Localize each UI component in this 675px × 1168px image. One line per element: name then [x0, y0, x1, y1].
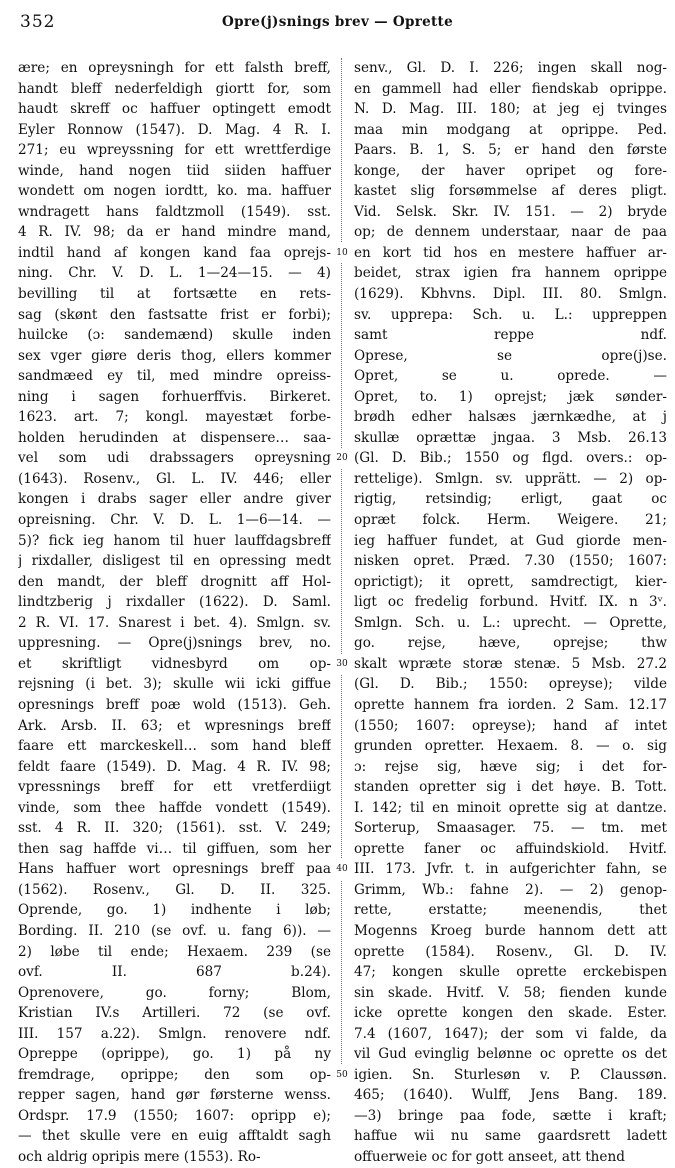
text-line: Grimm, Wb.: fahne 2). — 2) genop- [354, 881, 667, 898]
text-line: icke oprette kongen den skade. Ester. [354, 1005, 667, 1022]
text-line: Ark. Arsb. II. 63; et wpresnings breff [18, 717, 331, 734]
text-line: beidet, strax igien fra hannem oprippe [354, 265, 667, 282]
text-line: go. rejse, hæve, oprejse; thw [354, 635, 667, 652]
text-line: Oprenovere, go. forny; Blom, [18, 984, 331, 1001]
text-line: (Gl. D. Bib.; 1550: opreyse); vilde [354, 676, 667, 693]
text-line: sv. upprepa: Sch. u. L.: uppreppen [354, 306, 667, 323]
text-line: och aldrig opripis mere (1553). Ro- [18, 1148, 261, 1165]
text-line: (1643). Rosenv., Gl. L. IV. 446; eller [18, 470, 331, 487]
text-line: 5)? fick ieg hanom til huer lauffdagsbreff [18, 532, 331, 549]
text-line: Sorterup, Smaasager. 75. — tm. met [354, 820, 667, 837]
text-line: (1550; 1607: opreyse); hand af intet [354, 717, 667, 734]
text-line: ovf. II. 687 b.24). [18, 964, 331, 981]
text-line: indtil hand af kongen kand faa oprejs- [18, 244, 331, 261]
text-line: opreisning. Chr. V. D. L. 1—6—14. — [18, 512, 331, 529]
text-line: Oprende, go. 1) indhente i løb; [18, 902, 331, 919]
text-line: Smlgn. Sch. u. L.: uprecht. — Oprette, [354, 614, 667, 631]
text-line: ɔ: rejse sig, hæve sig; i det for- [354, 758, 667, 775]
text-line: sandmæed ey til, med mindre opreiss- [18, 368, 331, 385]
text-line: then sag haffde vi… til giffuen, som her [18, 840, 331, 857]
text-line: bevilling til at fortsætte en rets- [18, 286, 331, 303]
line-number-marker: 30 [334, 654, 350, 675]
line-number-marker: 10 [334, 243, 350, 264]
text-line: holden herudinden at dispensere… saa- [18, 429, 331, 446]
text-line: haudt skreff oc haffuer optingett emodt [18, 101, 331, 118]
text-line: I. 142; til en minoit oprette sig at dantze. [354, 799, 667, 816]
text-line: standen opretter sig i det høye. B. Tott. [354, 779, 667, 796]
text-line: oprictigt); it oprett, samdrectigt, kier- [354, 573, 667, 590]
text-line: en gammell had eller fiendskab oprippe. [354, 80, 667, 97]
text-line: Mogenns Kroeg burde hannom dett att [354, 922, 667, 939]
text-line: Eyler Ronnow (1547). D. Mag. 4 R. I. [18, 121, 331, 138]
text-line: (1562). Rosenv., Gl. D. II. 325. [18, 881, 331, 898]
text-line: — thet skulle vere en euig afftaldt sagh [18, 1128, 331, 1145]
text-line: maa min modgang at oprippe. Ped. [354, 121, 667, 138]
text-line: oprette (1584). Rosenv., Gl. D. IV. [354, 943, 667, 960]
text-line: 2) løbe til ende; Hexaem. 239 (se [18, 943, 331, 960]
text-line: wondett om nogen iordtt, ko. ma. haffuer [18, 183, 331, 200]
text-line: opresnings breff poæ wold (1513). Geh. [18, 696, 331, 713]
text-line: j rixdaller, disligest til en opressing medt [18, 553, 331, 570]
text-line: uppresning. — Opre(j)snings brev, no. [18, 635, 331, 652]
text-line: oprette hannem fra iorden. 2 Sam. 12.17 [354, 696, 667, 713]
text-line: vinde, som thee haffde vondett (1549). [18, 799, 331, 816]
text-line: 465; (1640). Wulff, Jens Bang. 189. [354, 1087, 667, 1104]
text-line: rettelige). Smlgn. sv. upprätt. — 2) op- [354, 470, 667, 487]
text-line: Opret, se u. oprede. — [354, 368, 667, 385]
text-line: grunden opretter. Hexaem. 8. — o. sig [354, 738, 667, 755]
text-line: konge, der haver opripet og fore- [354, 162, 667, 179]
page-header [0, 0, 675, 44]
text-line: 1623. art. 7; kongl. mayestæt forbe- [18, 409, 331, 426]
text-line: skullæ oprættæ jngaa. 3 Msb. 26.13 [354, 429, 667, 446]
text-line: feldt faare (1549). D. Mag. 4 R. IV. 98; [18, 758, 331, 775]
text-line: faare ett marckeskell… som hand bleff [18, 738, 331, 755]
text-line: ning i sagen forhuerffvis. Birkeret. [18, 388, 331, 405]
text-line: rejsning (i bet. 3); skulle wii icki giffue [18, 676, 331, 693]
text-line: den mandt, der bleff drognitt aff Hol- [18, 573, 331, 590]
text-line: wndragett hans faldtzmoll (1549). sst. [18, 203, 331, 220]
text-line: ning. Chr. V. D. L. 1—24—15. — 4) [18, 265, 331, 282]
running-head: Opre(j)snings brev — Oprette [222, 14, 453, 30]
text-line: vpressnings breff for ett vretferdiigt [18, 779, 331, 796]
text-line: ligt oc fredelig forbund. Hvitf. IX. n 3ᵛ. [354, 594, 667, 611]
text-line: handt bleff nederfeldigh giortt for, som [18, 80, 331, 97]
text-line: sex vger giøre deris thog, ellers kommer [18, 347, 331, 364]
text-line: 271; eu wpreyssning for ett wrettferdige [18, 142, 331, 159]
text-line: vel som udi drabssagers opreysning [18, 450, 331, 467]
text-line: brødh edher halsæs jærnkædhe, at j [354, 409, 667, 426]
text-line: (1629). Kbhvns. Dipl. III. 80. Smlgn. [354, 286, 667, 303]
text-line: Opreppe (oprippe), go. 1) på ny [18, 1046, 331, 1063]
text-line: ære; en opreysningh for ett falsth breff, [18, 60, 331, 76]
text-line: rette, erstatte; meenendis, thet [354, 902, 667, 919]
text-line: nisken opret. Præd. 7.30 (1550; 1607: [354, 553, 667, 570]
text-line: fremdrage, oprippe; den som op- [18, 1066, 331, 1083]
text-line: Oprese, se opre(j)se. [354, 347, 667, 364]
text-line: (Gl. D. Bib.; 1550 og flgd. overs.: op- [354, 450, 667, 467]
page-number: 352 [20, 12, 56, 32]
line-number-marker: 40 [334, 859, 350, 880]
text-line: sst. 4 R. II. 320; (1561). sst. V. 249; [18, 820, 331, 837]
text-line: rigtig, retsindig; erligt, gaat oc [354, 491, 667, 508]
text-line: III. 173. Jvfr. t. in aufgerichter fahn, se [354, 861, 667, 878]
text-line: lindtzberig j rixdaller (1622). D. Saml. [18, 594, 331, 611]
text-line: igien. Sn. Sturlesøn v. P. Claussøn. [354, 1066, 667, 1083]
text-line: repper sagen, hand gør førsterne wenss. [18, 1087, 331, 1104]
text-line: sin skade. Hvitf. V. 58; fienden kunde [354, 984, 667, 1001]
text-line: —3) bringe paa fode, sætte i kraft; [354, 1107, 667, 1124]
line-number-marker: 50 [334, 1065, 350, 1086]
text-line: op; de dennem understaar, naar de paa [354, 224, 667, 241]
text-line: haffue wii nu same gaardsrett ladett [354, 1128, 667, 1145]
text-line: Paars. B. 1, S. 5; er hand den første [354, 142, 667, 159]
text-line: 7.4 (1607, 1647); der som vi falde, da [354, 1025, 667, 1042]
text-line: Ordspr. 17.9 (1550; 1607: opripp e); [18, 1107, 331, 1124]
text-line: 47; kongen skulle oprette erckebispen [354, 964, 667, 981]
text-line: en kort tid hos en mestere haffuer ar- [354, 244, 667, 261]
text-line: samt reppe ndf. [354, 327, 667, 344]
text-line: skalt wpræte storæ stenæ. 5 Msb. 27.2 [354, 655, 667, 672]
text-line: huilcke (ɔ: sandemænd) skulle inden [18, 327, 331, 344]
line-number-markers [334, 58, 350, 1078]
text-line: kastet slig forsømmelse af deres pligt. [354, 183, 667, 200]
text-line: Bording. II. 210 (se ovf. u. fang 6)). — [18, 922, 331, 939]
text-line: opræt folck. Herm. Weigere. 21; [354, 512, 667, 529]
text-line: offuerweie oc for gott anseet, att thend [354, 1148, 625, 1165]
text-line: 2 R. VI. 17. Snarest i bet. 4). Smlgn. sv. [18, 614, 331, 631]
text-line: kongen i drabs sager eller andre giver [18, 491, 331, 508]
text-line: vil Gud evinglig belønne oc oprette os det [354, 1046, 667, 1063]
text-line: et skriftligt vidnesbyrd om op- [18, 655, 331, 672]
text-line: Kristian IV.s Artilleri. 72 (se ovf. [18, 1005, 331, 1022]
text-line: N. D. Mag. III. 180; at jeg ej tvinges [354, 101, 667, 118]
text-line: 4 R. IV. 98; da er hand mindre mand, [18, 224, 331, 241]
right-column [354, 58, 667, 1168]
text-line: ieg haffuer fundet, at Gud giorde men- [354, 532, 667, 549]
text-line: oprette faner oc affuindskiold. Hvitf. [354, 840, 667, 857]
text-line: Opret, to. 1) oprejst; jæk sønder- [354, 388, 667, 405]
left-column [18, 58, 331, 1168]
text-line: Hans haffuer wort opresnings breff paa [18, 861, 331, 878]
text-line: senv., Gl. D. I. 226; ingen skall nog- [354, 60, 667, 76]
text-line: III. 157 a.22). Smlgn. renovere ndf. [18, 1025, 331, 1042]
text-line: sag (skønt den fastsatte frist er forbi); [18, 306, 331, 323]
line-number-marker: 20 [334, 448, 350, 469]
text-line: winde, hand nogen tiid siiden haffuer [18, 162, 331, 179]
text-line: Vid. Selsk. Skr. IV. 151. — 2) bryde [354, 203, 667, 220]
